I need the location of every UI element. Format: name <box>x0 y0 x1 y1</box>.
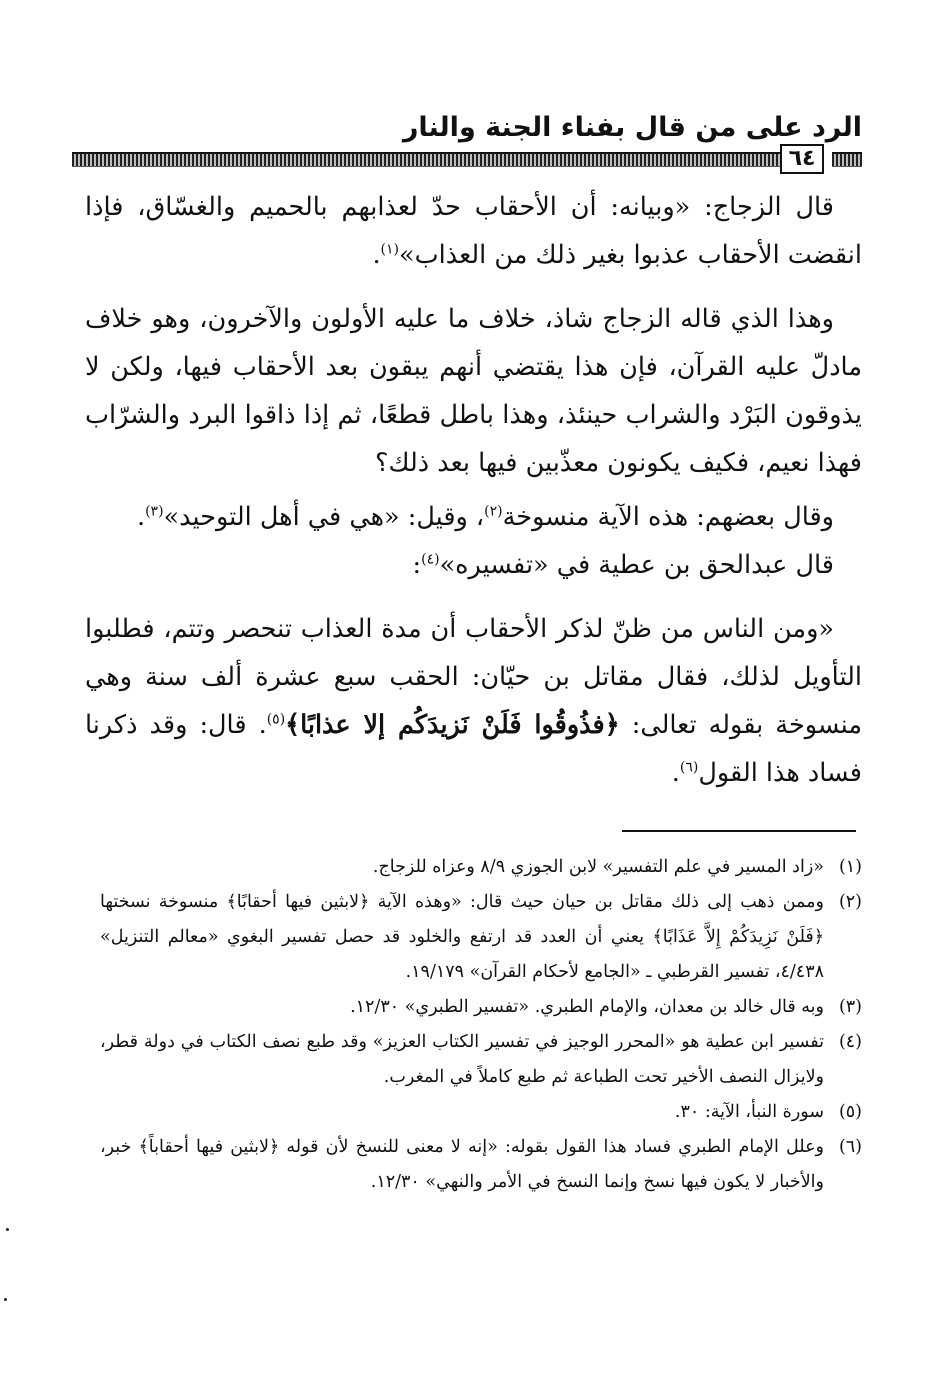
footnote-ref: (٦) <box>679 759 699 776</box>
footnote-ref: (٤) <box>421 551 440 568</box>
footnote-ref: (٢) <box>484 503 503 520</box>
footnote-number: (٥) <box>838 1102 862 1122</box>
quranic-verse: ﴿فذُوقُوا فَلَنْ نَزيدَكُم إلا عذابًا﴾ <box>285 710 620 740</box>
footnote-separator <box>622 830 856 832</box>
paragraph: «ومن الناس من ظنّ لذكر الأحقاب أن مدة العذاب تنحصر وتتم، فطلبوا التأويل لذلك، فقال مقاتل بن حيّان: الحقب سبع عشرة ألف سنة وهي منسوخة بقوله تعالى: ﴿فذُوقُوا فَلَنْ نَزيدَكُم إلا عذابًا﴾$^{(٥)}$. قال: وقد ذكرنا فساد هذا القول$^{(٦)}$. <box>85 614 862 788</box>
footnote-ref: (٣) <box>145 503 164 520</box>
text-run: وهذا الذي قاله الزجاج شاذ، خلاف ما عليه الأولون والآخرون، وهو خلاف مادلّ عليه القرآن، فإن هذا يقتضي أنهم يبقون بعد الأحقاب فيها، ولكن لا يذوقون البَرْد والشراب حينئذ، وهذا باطل قطعًا، ثم إذا ذاقوا البرد والشرّاب فهذا نعيم، فكيف يكونون معذّبين فيها بعد ذلك؟ <box>85 304 862 478</box>
footnote-number: (٦) <box>838 1137 862 1157</box>
footnote <box>100 850 862 885</box>
footnote <box>100 1095 862 1130</box>
main-text <box>85 183 862 797</box>
text-run: وقال بعضهم: هذه الآية منسوخة <box>502 502 834 532</box>
paragraph: قال عبدالحق بن عطية في «تفسيره»$^{(٤)}$: <box>412 550 834 580</box>
text-run: قال الزجاج: «وبيانه: أن الأحقاب حدّ لعذابهم بالحميم والغسّاق، فإذا انقضت الأحقاب عذبوا بغير ذلك من العذاب» <box>85 192 862 270</box>
running-title: الرد على من قال بفناء الجنة والنار <box>402 112 862 143</box>
text-run: ، وقيل: «هي في أهل التوحيد» <box>163 502 485 532</box>
header-rule <box>72 152 782 167</box>
footnote-text: تفسير ابن عطية هو «المحرر الوجيز في تفسير الكتاب العزيز» وقد طبع نصف الكتاب في دولة قطر، ولايزال النصف الأخير تحت الطباعة ثم طبع كاملاً في المغرب. <box>100 1032 824 1087</box>
footnote-ref: (١) <box>380 241 400 258</box>
footnote <box>100 1025 862 1095</box>
footnote <box>100 990 862 1025</box>
page-number: ٦٤ <box>780 144 824 174</box>
text-run: «ومن الناس من ظنّ لذكر الأحقاب أن مدة العذاب تنحصر وتتم، فطلبوا التأويل لذلك، فقال مقاتل بن حيّان: الحقب سبع عشرة ألف سنة وهي منسوخة بقوله تعالى: <box>85 614 862 740</box>
footnote <box>100 1130 862 1200</box>
footnote-number: (٢) <box>838 892 862 912</box>
text-run: قال عبدالحق بن عطية في «تفسيره» <box>439 550 834 580</box>
footnote-text: وممن ذهب إلى ذلك مقاتل بن حيان حيث قال: «وهذه الآية ﴿لابثين فيها أحقابًا﴾ منسوخة نسختها ﴿فَلَنْ نَزِيدَكُمْ إِلاَّ عَذَابًا﴾ يعني أن العدد قد ارتفع والخلود قد حصل تفسير البغوي «معالم التنزيل» ٤/٤٣٨، تفسير القرطبي ـ «الجامع لأحكام القرآن» ١٩/١٧٩. <box>100 892 824 982</box>
footnote-text: «زاد المسير في علم التفسير» لابن الجوزي ٨/٩ وعزاه للزجاج. <box>372 857 824 877</box>
footnote-text: وعلل الإمام الطبري فساد هذا القول بقوله: «إنه لا معنى للنسخ لأن قوله ﴿لابثين فيها أحقاباً﴾ خبر، والأخبار لا يكون فيها نسخ وإنما النسخ في الأمر والنهي» ١٢/٣٠. <box>100 1137 824 1192</box>
paragraph <box>85 295 862 487</box>
scan-speck <box>4 1298 7 1301</box>
footnotes <box>100 850 862 1200</box>
footnote-number: (١) <box>838 857 862 877</box>
paragraph: قال الزجاج: «وبيانه: أن الأحقاب حدّ لعذابهم بالحميم والغسّاق، فإذا انقضت الأحقاب عذبوا بغير ذلك من العذاب»$^{(١)}$. <box>85 192 862 270</box>
footnote-text: سورة النبأ، الآية: ٣٠. <box>674 1102 824 1122</box>
footnote-ref: (٥) <box>266 711 286 728</box>
text-run: . قال: وقد ذكرنا فساد هذا القول <box>85 710 862 788</box>
footnote-number: (٤) <box>838 1032 862 1052</box>
header-rule-end <box>832 152 862 167</box>
scan-speck <box>6 1228 9 1231</box>
running-header <box>72 112 862 172</box>
footnote-text: وبه قال خالد بن معدان، والإمام الطبري. «تفسير الطبري» ١٢/٣٠. <box>350 997 824 1017</box>
paragraph: وقال بعضهم: هذه الآية منسوخة$^{(٢)}$، وقيل: «هي في أهل التوحيد»$^{(٣)}$. <box>136 502 834 532</box>
footnote <box>100 885 862 990</box>
footnote-number: (٣) <box>838 997 862 1017</box>
